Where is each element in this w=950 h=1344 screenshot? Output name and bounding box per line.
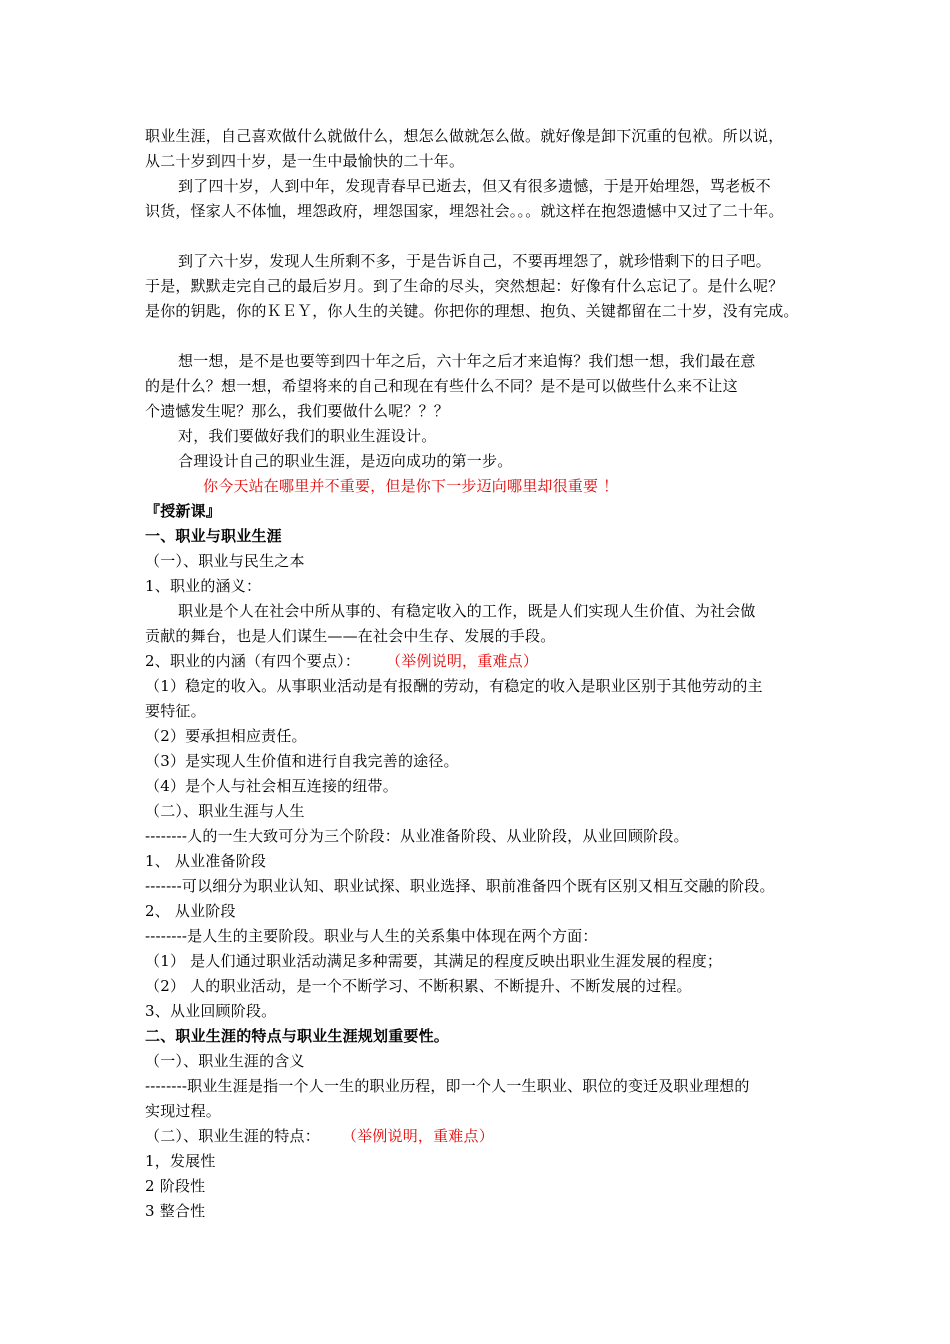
stage2-aspect2: （2） 人的职业活动，是一个不断学习、不断积累、不断提升、不断发展的过程。 <box>145 977 692 995</box>
intro-p5: 对，我们要做好我们的职业生涯设计。 <box>178 427 437 445</box>
feature-2: 2 阶段性 <box>145 1177 206 1195</box>
intro-p2-line1: 到了四十岁，人到中年，发现青春早已逝去，但又有很多遗憾，于是开始埋怨，骂老板不 <box>178 177 771 195</box>
feature-1: 1，发展性 <box>145 1152 216 1170</box>
section2-sub2 <box>145 1126 494 1146</box>
section2-sub1-line2: 实现过程。 <box>145 1102 222 1120</box>
intro-p1-line2: 从二十岁到四十岁，是一生中最愉快的二十年。 <box>145 152 465 170</box>
stage1-description: -------可以细分为职业认知、职业试探、职业选择、职前准备四个既有区别又相互交融的阶段。 <box>145 877 775 895</box>
section1-sub1: （一）、职业与民生之本 <box>145 552 305 570</box>
stage2-heading: 2、 从业阶段 <box>145 902 236 920</box>
intro-emphasis: 你今天站在哪里并不重要，但是你下一步迈向哪里却很重要 ！ <box>203 477 619 495</box>
point2: （2）要承担相应责任。 <box>145 727 307 745</box>
stage3-heading: 3、从业回顾阶段。 <box>145 1002 277 1020</box>
intro-p6: 合理设计自己的职业生涯，是迈向成功的第一步。 <box>178 452 513 470</box>
definition-line1: 职业是个人在社会中所从事的、有稳定收入的工作，既是人们实现人生价值、为社会做 <box>178 602 756 620</box>
stages-overview: --------人的一生大致可分为三个阶段：从业准备阶段、从业阶段，从业回顾阶段。 <box>145 827 689 845</box>
item2-note: （举例说明，重难点） <box>386 652 539 670</box>
item2-heading <box>145 651 538 671</box>
section1-sub2: （二）、职业生涯与人生 <box>145 802 305 820</box>
section1-heading: 一、职业与职业生涯 <box>145 527 282 545</box>
feature-3: 3 整合性 <box>145 1202 206 1220</box>
intro-p2-line2: 识货，怪家人不体恤，埋怨政府，埋怨国家，埋怨社会。。。就这样在抱怨遗憾中又过了二十年。 <box>145 202 784 220</box>
stage2-description: --------是人生的主要阶段。职业与人生的关系集中体现在两个方面： <box>145 927 598 945</box>
stage1-heading: 1、 从业准备阶段 <box>145 852 267 870</box>
intro-p3-line3: 是你的钥匙，你的ＫＥＹ，你人生的关键。你把你的理想、抱负、关键都留在二十岁，没有完成。 <box>145 302 799 320</box>
intro-p4-line2: 的是什么？想一想，希望将来的自己和现在有些什么不同？是不是可以做些什么来不让这 <box>145 377 738 395</box>
intro-p4-line1: 想一想，是不是也要等到四十年之后，六十年之后才来追悔？我们想一想，我们最在意 <box>178 352 756 370</box>
section2-sub1: （一）、职业生涯的含义 <box>145 1052 305 1070</box>
lesson-title: 『授新课』 <box>145 502 222 520</box>
intro-p3-line2: 于是，默默走完自己的最后岁月。到了生命的尽头，突然想起：好像有什么忘记了。是什么呢？ <box>145 277 784 295</box>
section2-heading: 二、职业生涯的特点与职业生涯规划重要性。 <box>145 1027 450 1045</box>
definition-line2: 贡献的舞台，也是人们谋生——在社会中生存、发展的手段。 <box>145 627 556 645</box>
intro-p1-line1: 职业生涯，自己喜欢做什么就做什么，想怎么做就怎么做。就好像是卸下沉重的包袱。所以说， <box>145 127 784 145</box>
section2-sub2-note: （举例说明，重难点） <box>341 1127 494 1145</box>
intro-p3-line1: 到了六十岁，发现人生所剩不多，于是告诉自己，不要再埋怨了，就珍惜剩下的日子吧。 <box>178 252 771 270</box>
item1-heading: 1、职业的涵义： <box>145 577 262 595</box>
intro-p4-line3: 个遗憾发生呢？那么，我们要做什么呢？？？ <box>145 402 450 420</box>
section2-sub1-line1: --------职业生涯是指一个人一生的职业历程，即一个人一生职业、职位的变迁及职业理想的 <box>145 1077 750 1095</box>
item2-label: 2、职业的内涵（有四个要点）： <box>145 652 361 670</box>
point4: （4）是个人与社会相互连接的纽带。 <box>145 777 398 795</box>
point3: （3）是实现人生价值和进行自我完善的途径。 <box>145 752 459 770</box>
point1-line1: （1）稳定的收入。从事职业活动是有报酬的劳动，有稳定的收入是职业区别于其他劳动的主 <box>145 677 763 695</box>
section2-sub2-label: （二）、职业生涯的特点： <box>145 1127 320 1145</box>
point1-line2: 要特征。 <box>145 702 206 720</box>
stage2-aspect1: （1） 是人们通过职业活动满足多种需要，其满足的程度反映出职业生涯发展的程度； <box>145 952 723 970</box>
